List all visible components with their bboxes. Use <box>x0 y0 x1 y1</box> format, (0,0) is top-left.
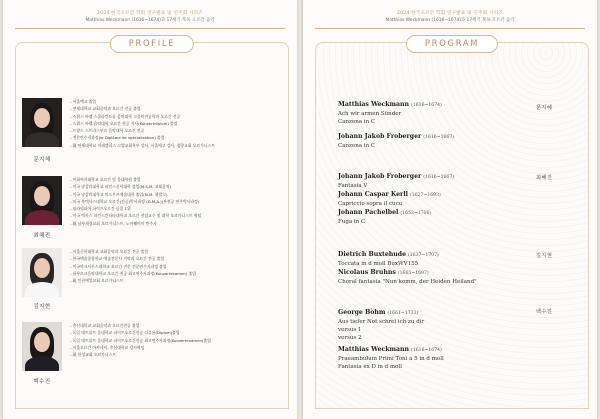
piece-title: Capriccio sopra il cucu <box>338 201 403 207</box>
composer-years: (1616~1667) <box>423 135 455 140</box>
biography-list <box>70 176 284 227</box>
portrait-photo <box>22 98 62 147</box>
header-series-title: 2024 한국오르간 학회 연구발표 및 연주회 시리즈 <box>97 11 203 16</box>
program-section-2 <box>338 172 588 226</box>
composer-years: (1665~1697) <box>397 271 429 276</box>
bio-item: - 프랑스 스트라스부르 음악대학 오르간 전공 <box>70 127 284 134</box>
program-section-1 <box>338 100 588 150</box>
bio-item: - 독일 데트몰트 음대학교 파이프오르간전공 디플롬(Diplom)졸업 <box>70 329 284 336</box>
biography-list <box>70 248 284 284</box>
portrait-photo <box>22 322 62 371</box>
program-section-4 <box>338 308 588 371</box>
composer-line <box>338 100 588 110</box>
bio-item: - 서울신학대학교 교회음악과 오르간 전공 졸업 <box>70 248 284 255</box>
composer-name: Matthias Weckmann <box>338 101 410 108</box>
profile-title: PROFILE <box>110 35 194 53</box>
header-divider <box>15 28 285 29</box>
piece-title: Fantasia ex D in d moll <box>338 364 402 370</box>
biography-list <box>70 98 284 149</box>
composer-line <box>338 345 588 355</box>
performer-name: 김지현 <box>33 304 51 310</box>
bio-item: - 스위스 바젤 스콜라칸토룸 음악대학 고음악전공학과 오르간 전공 <box>70 113 284 120</box>
bio-item: - 독일 데트몰트 음대학교 파이프오르간전공 최고연주자과정(Konzertexamen)졸업 <box>70 337 284 344</box>
portrait-photo <box>22 248 62 297</box>
portrait-photo <box>22 176 62 225</box>
piece-title: Toccata in d moll BuxWV155 <box>338 261 419 267</box>
section-performer: 김지현 <box>536 253 553 259</box>
piece-title: Canzona in C <box>338 143 376 149</box>
bio-item: - 서울예고 졸업 <box>70 98 284 105</box>
composer-years: (1616~1674) <box>411 103 442 108</box>
piece-title: Aus tiefer Not schrei ich zu dir <box>338 319 425 325</box>
performer-name: 백수진 <box>33 379 51 385</box>
bio-item: - 전문연주자과정(le Diplôme de spécialisation) 졸업 <box>70 134 284 141</box>
header-subtitle: Matthias Weckmann (1616~1674)과 17세기 북독 오르간 음악 <box>85 18 215 23</box>
piece-title: Fantasia V <box>338 183 368 189</box>
biography-list <box>70 322 284 358</box>
bio-item: - 미국 북텍사스대학교 오르간(전공)박사과정 (D.M.A.)(부전공 연주박사과정) <box>70 198 284 205</box>
section-performer: 백수진 <box>536 309 553 315</box>
composer-name: Johann Caspar Kerll <box>338 191 409 198</box>
composer-line <box>338 268 588 278</box>
bio-item: - 총신대학교 교회음악과 오르간전공 졸업 <box>70 322 284 329</box>
composer-line <box>338 308 588 318</box>
bio-item: - 이화여자대학교 오르간 및 음대학원 졸업 <box>70 176 284 183</box>
composer-years: (1616~1674) <box>411 348 442 353</box>
composer-name: Johann Pachelbel <box>338 209 399 216</box>
composer-line <box>338 190 588 200</box>
composer-line <box>338 132 588 142</box>
composer-name: Matthias Weckmann <box>338 346 410 353</box>
piece-title: Choral fantasia "Nun komm, der Heiden Heiland" <box>338 279 477 285</box>
header-divider-right <box>315 28 585 29</box>
composer-name: Johann Jakob Froberger <box>338 133 422 140</box>
performer-name: 최혜진 <box>33 233 51 239</box>
composer-line <box>338 208 588 218</box>
bio-item: - 함부르크음악대학교 오르간 전공 최고연주자과정(Konzertexamen) 졸업 <box>70 270 284 277</box>
composer-name: Johann Jakob Froberger <box>338 173 422 180</box>
piece-title: Fuga in C <box>338 219 366 225</box>
composer-years: (1637~1707) <box>407 253 439 258</box>
bio-item: - 미국마크사우스대학교 오르간 전문 전문연주자과정 졸업 <box>70 263 284 270</box>
program-title: PROGRAM <box>406 35 498 53</box>
piece-title: Ach wir armen Sünder <box>338 111 402 117</box>
section-performer: 문지혜 <box>536 105 553 111</box>
performer-name: 문지혜 <box>33 157 51 163</box>
composer-name: George Böhm <box>338 309 386 316</box>
composer-years: (1616~1667) <box>423 175 455 180</box>
bio-item: - 現 한성교회 오르가니스트 <box>70 351 284 358</box>
bio-item: - 現 인천예일교회 오르가니스트 <box>70 277 284 284</box>
header-series-title-right: 2024 한국오르간 학회 연구발표 및 연주회 시리즈 <box>397 11 503 16</box>
composer-name: Nicolaus Bruhns <box>338 269 396 276</box>
bio-item: - 現 남부재림교회 오르가니스트, 노아웨이미 반주자 <box>70 220 284 227</box>
bio-item: - 필라델피아 파이프오르간 콩쿨 1위 <box>70 205 284 212</box>
bio-item: - 연세대학교 교회음악과 오르간 전공 졸업 <box>70 105 284 112</box>
bio-item: - 스위스 바젤 음악대학 오르간 전공 석사(Konzertdiplom) 졸업 <box>70 120 284 127</box>
piece-title: versus 1 <box>338 327 362 333</box>
header-subtitle-right: Matthias Weckmann (1616~1674)과 17세기 북독 오르간 음악 <box>385 18 515 23</box>
piece-title: Praeambulum Primi Toni a 5 in d moll <box>338 356 444 362</box>
bio-item: - 미국 남감리대학교 미도우즈예술대학 졸업(M.M. 쳄발로) <box>70 191 284 198</box>
composer-line <box>338 250 588 260</box>
composer-years: (1653~1706) <box>400 211 432 216</box>
composer-name: Dietrich Buxtehude <box>338 251 407 258</box>
bio-item: - 現 연세대학교 미래캠퍼스 고법교회학부 강사, 서울예고 강사, 경향교회 오르가니스트 <box>70 142 284 149</box>
composer-line <box>338 172 588 182</box>
composer-years: (1661~1733) <box>387 311 419 316</box>
piece-title: versus 2 <box>338 335 362 341</box>
composer-years: (1627~1693) <box>410 193 441 198</box>
bio-item: - 미국 텍사스 파킨스칸타타대학교 오르간 전임교수 및 대학 오르가니스트 역임 <box>70 212 284 219</box>
bio-item: - 서울오르간 아카데미, 총신대학교 강사역임 <box>70 344 284 351</box>
bio-item: - 한국예술종합학교 예술전문사 기악과 오르간 전공 졸업 <box>70 255 284 262</box>
program-section-3 <box>338 250 588 286</box>
section-performer: 최혜진 <box>536 175 553 181</box>
bio-item: - 미국 남감리대학교 파킨스신학대학 졸업(M.S.M. 교회음악) <box>70 183 284 190</box>
piece-title: Canzona in C <box>338 119 376 125</box>
